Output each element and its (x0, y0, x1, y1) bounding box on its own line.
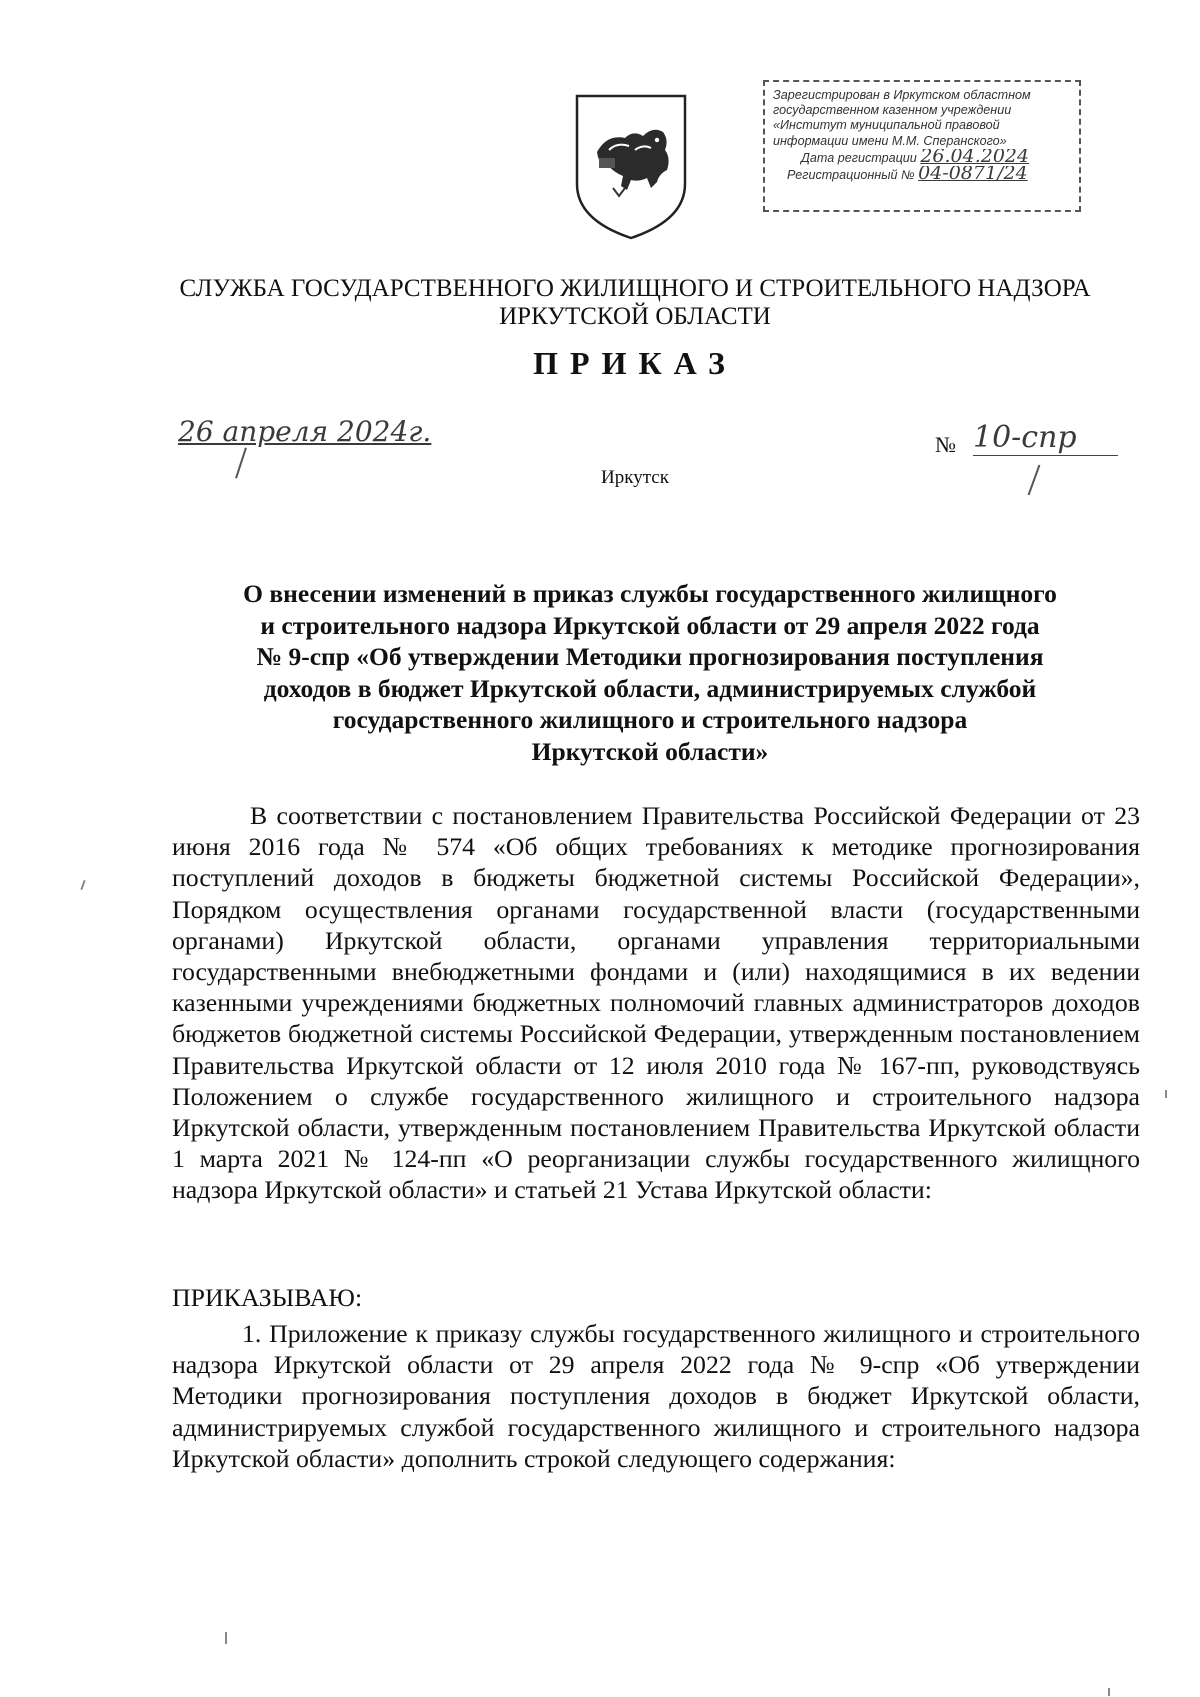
heading-line: О внесении изменений в приказ службы государственного жилищного (243, 579, 1057, 608)
stamp-date-label: Дата регистрации (801, 150, 917, 165)
agency-name (160, 275, 1110, 331)
body-paragraph-item-1: 1. Приложение к приказу службы государственного жилищного и строительного надзора Иркутской области от 29 апреля 2022 года № 9-спр «Об утверждении Методики прогнозирования поступления доходов в бюджет Иркутской области, администрируемых службой государственного жилищного и строительного надзора Иркутской области» дополнить строкой следующего содержания: (172, 1319, 1140, 1473)
document-number-value: 10-спр (973, 420, 1118, 456)
stamp-line: «Институт муниципальной правовой (773, 118, 1000, 133)
document-date (178, 415, 438, 475)
scan-mark (1165, 1090, 1167, 1098)
stamp-line: информации имени М.М. Сперанского» (773, 133, 1007, 148)
heading-line: Иркутской области» (531, 736, 769, 766)
coat-of-arms-emblem (573, 92, 689, 242)
number-symbol: № (935, 432, 956, 457)
scan-mark (80, 880, 85, 890)
stamp-line: Зарегистрирован в Иркутском областном (773, 88, 1031, 102)
stamp-line: государственном казенном учреждении (773, 103, 1012, 118)
scan-mark (225, 1632, 227, 1644)
agency-name-line2: ИРКУТСКОЙ ОБЛАСТИ (499, 303, 771, 330)
order-word: ПРИКАЗЫВАЮ: (172, 1283, 363, 1312)
agency-name-line1: СЛУЖБА ГОСУДАРСТВЕННОГО ЖИЛИЩНОГО И СТРОИТЕЛЬНОГО НАДЗОРА (179, 275, 1091, 302)
scan-mark (1108, 1688, 1110, 1696)
body-paragraph-preamble: В соответствии с постановлением Правительства Российской Федерации от 23 июня 2016 года № 574 «Об общих требованиях к методике прогнозирования поступлений доходов в бюджеты бюджетной системы Российской Федерации», Порядком осуществления органами государственной власти (государственными органами) Иркутской области, органами управления территориальными государственными внебюджетными фондами и (или) находящимися в их ведении казенными учреждениями бюджетных полномочий главных администраторов доходов бюджетов бюджетной системы Российской Федерации, утвержденным постановлением Правительства Иркутской области от 12 июля 2010 года № 167-пп, руководствуясь Положением о службе государственного жилищного и строительного надзора Иркутской области, утвержденным постановлением Правительства Иркутской области 1 марта 2021 № 124-пп «О реорганизации службы государственного жилищного надзора Иркутской области» и статьей 21 Устава Иркутской области: (172, 801, 1140, 1205)
heading-line: государственного жилищного и строительного надзора (332, 705, 968, 734)
registration-stamp (763, 80, 1081, 212)
stamp-date-value: 26.04.2024 (920, 148, 1030, 167)
heading-line: и строительного надзора Иркутской области от 29 апреля 2022 года (260, 610, 1040, 640)
stamp-number-row (773, 166, 1071, 183)
stamp-date-row (773, 149, 1071, 166)
document-city: Иркутск (601, 467, 669, 488)
stamp-number-value: 04-0871/24 (918, 166, 1028, 184)
stamp-number-label: Регистрационный № (787, 168, 915, 183)
document-heading (180, 578, 1120, 767)
document-date-value: 26 апреля 2024г. (178, 415, 432, 448)
document-type-title: ПРИКАЗ (533, 345, 737, 381)
document-number (935, 420, 1125, 480)
heading-line: доходов в бюджет Иркутской области, администрируемых службой (263, 673, 1037, 703)
heading-line: № 9-спр «Об утверждении Методики прогнозирования поступления (256, 642, 1044, 671)
